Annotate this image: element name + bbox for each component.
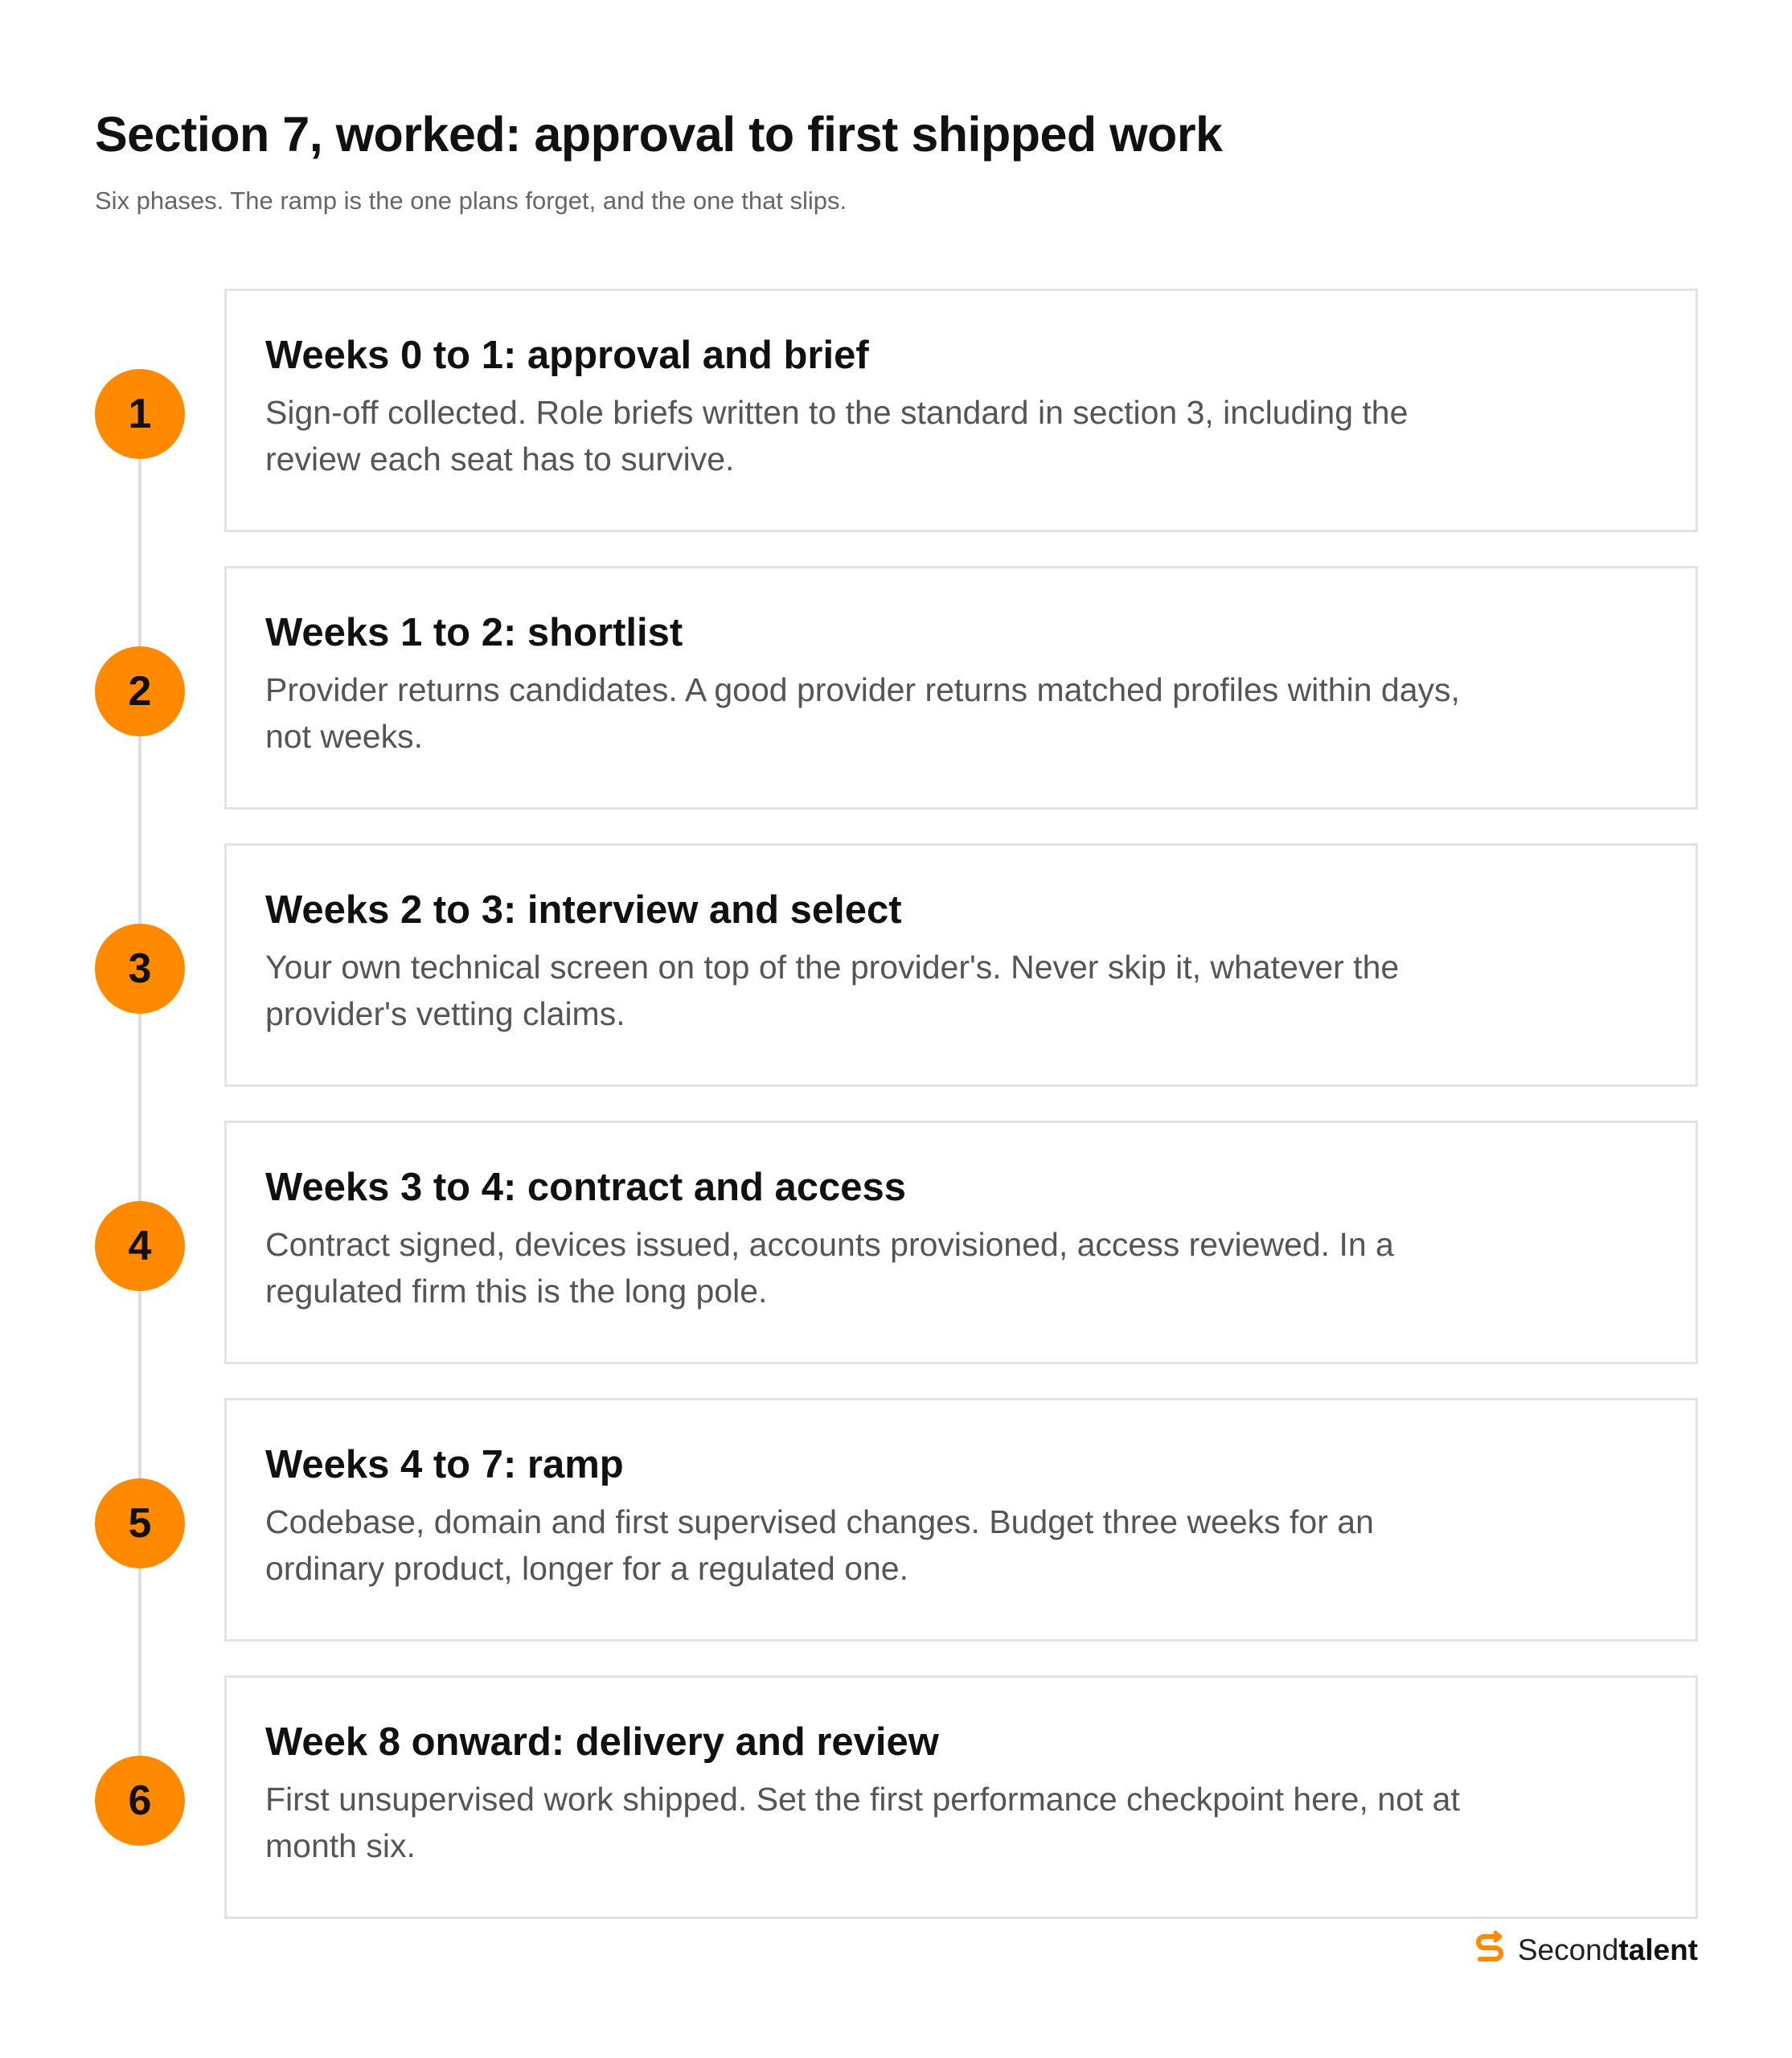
phase-card: [224, 289, 1698, 532]
phase-title: Weeks 0 to 1: approval and brief: [265, 334, 869, 377]
phase-card: [224, 843, 1698, 1087]
phase-card: [224, 1398, 1698, 1642]
phase-description: First unsupervised work shipped. Set the first performance checkpoint here, not at month six.: [265, 1781, 1460, 1864]
brand-name-bold: talent: [1618, 1933, 1698, 1966]
phase-title: Week 8 onward: delivery and review: [265, 1720, 939, 1764]
phase-title: Weeks 4 to 7: ramp: [265, 1443, 624, 1486]
timeline-rail: [138, 414, 141, 1813]
phase-card: [224, 566, 1698, 810]
phase-description: Provider returns candidates. A good provider returns matched profiles within days, not weeks.: [265, 671, 1460, 755]
phase-card: [224, 1675, 1698, 1919]
phase-number-marker: 1: [95, 369, 185, 459]
brand-name-regular: Second: [1517, 1933, 1619, 1966]
secondtalent-logo-icon: [1471, 1929, 1508, 1970]
phase-title: Weeks 1 to 2: shortlist: [265, 611, 683, 654]
phase-title: Weeks 2 to 3: interview and select: [265, 888, 902, 932]
brand-name: [1518, 1933, 1698, 1967]
phase-number-marker: 2: [95, 646, 185, 736]
phase-description: Contract signed, devices issued, accounts provisioned, access reviewed. In a regulated firm this is the long pole.: [265, 1226, 1394, 1310]
phase-card: [224, 1121, 1698, 1364]
phase-title: Weeks 3 to 4: contract and access: [265, 1166, 907, 1209]
page-subtitle: Six phases. The ramp is the one plans forget, and the one that slips.: [95, 187, 847, 215]
brand-logo: [1471, 1929, 1698, 1970]
phase-number-marker: 5: [95, 1478, 185, 1568]
phase-description: Sign-off collected. Role briefs written to the standard in section 3, including the review each seat has to survive.: [265, 394, 1409, 478]
page-title: Section 7, worked: approval to first shipped work: [95, 107, 1223, 162]
phase-description: Your own technical screen on top of the provider's. Never skip it, whatever the provider's vetting claims.: [265, 949, 1400, 1032]
phase-number-marker: 6: [95, 1756, 185, 1846]
phase-description: Codebase, domain and first supervised changes. Budget three weeks for an ordinary product, longer for a regulated one.: [265, 1503, 1374, 1587]
phase-number-marker: 3: [95, 924, 185, 1014]
phase-number-marker: 4: [95, 1201, 185, 1291]
